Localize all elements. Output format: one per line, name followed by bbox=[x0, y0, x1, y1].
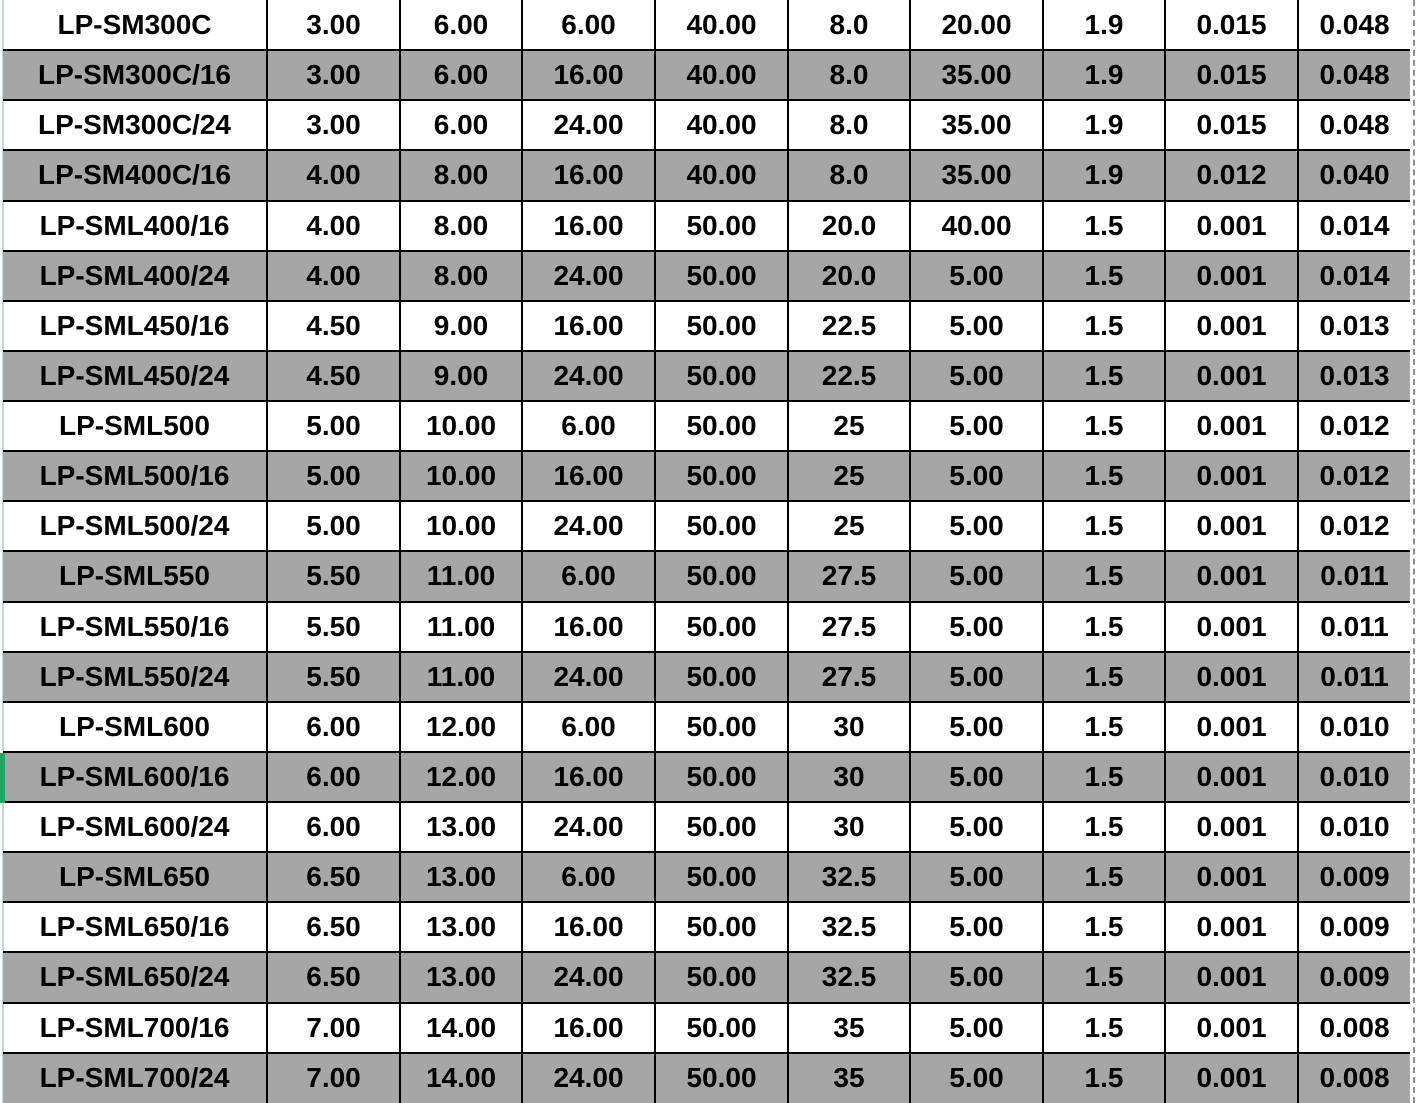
active-row-marker bbox=[0, 753, 5, 803]
value-cell[interactable]: 50.00 bbox=[655, 451, 788, 501]
value-cell[interactable]: 0.001 bbox=[1165, 251, 1298, 301]
table-row bbox=[3, 702, 1410, 752]
value-cell[interactable]: 16.00 bbox=[522, 301, 655, 351]
value-cell[interactable]: 1.5 bbox=[1043, 1003, 1165, 1053]
value-cell[interactable]: 24.00 bbox=[522, 251, 655, 301]
value-cell[interactable]: 40.00 bbox=[655, 100, 788, 150]
table-row bbox=[3, 351, 1410, 401]
value-cell[interactable]: 1.5 bbox=[1043, 652, 1165, 702]
value-cell[interactable]: 35 bbox=[788, 1053, 910, 1103]
value-cell[interactable]: 16.00 bbox=[522, 50, 655, 100]
model-cell[interactable]: LP-SML700/24 bbox=[3, 1053, 267, 1103]
value-cell[interactable]: 8.0 bbox=[788, 50, 910, 100]
value-cell[interactable]: 6.00 bbox=[400, 50, 522, 100]
page-break-vertical-line bbox=[1413, 0, 1415, 1103]
value-cell[interactable]: 5.00 bbox=[910, 652, 1043, 702]
value-cell[interactable]: 20.00 bbox=[910, 0, 1043, 50]
value-cell[interactable]: 7.00 bbox=[267, 1053, 400, 1103]
value-cell[interactable]: 12.00 bbox=[400, 752, 522, 802]
value-cell[interactable]: 0.040 bbox=[1298, 150, 1410, 200]
value-cell[interactable]: 5.00 bbox=[910, 301, 1043, 351]
table-body bbox=[3, 0, 1410, 1103]
table-row bbox=[3, 301, 1410, 351]
table-row bbox=[3, 802, 1410, 852]
value-cell[interactable]: 10.00 bbox=[400, 501, 522, 551]
value-cell[interactable]: 5.50 bbox=[267, 551, 400, 601]
value-cell[interactable]: 1.9 bbox=[1043, 0, 1165, 50]
value-cell[interactable]: 0.015 bbox=[1165, 100, 1298, 150]
value-cell[interactable]: 1.5 bbox=[1043, 702, 1165, 752]
value-cell[interactable]: 22.5 bbox=[788, 351, 910, 401]
model-cell[interactable]: LP-SML500/24 bbox=[3, 501, 267, 551]
value-cell[interactable]: 14.00 bbox=[400, 1003, 522, 1053]
value-cell[interactable]: 0.012 bbox=[1298, 401, 1410, 451]
value-cell[interactable]: 50.00 bbox=[655, 201, 788, 251]
value-cell[interactable]: 5.00 bbox=[910, 602, 1043, 652]
value-cell[interactable]: 1.5 bbox=[1043, 451, 1165, 501]
model-cell[interactable]: LP-SML450/24 bbox=[3, 351, 267, 401]
model-cell[interactable]: LP-SM400C/16 bbox=[3, 150, 267, 200]
value-cell[interactable]: 0.012 bbox=[1298, 501, 1410, 551]
value-cell[interactable]: 50.00 bbox=[655, 351, 788, 401]
value-cell[interactable]: 6.00 bbox=[267, 702, 400, 752]
table-row bbox=[3, 50, 1410, 100]
value-cell[interactable]: 50.00 bbox=[655, 401, 788, 451]
value-cell[interactable]: 5.00 bbox=[910, 752, 1043, 802]
value-cell[interactable]: 6.50 bbox=[267, 902, 400, 952]
value-cell[interactable]: 1.5 bbox=[1043, 902, 1165, 952]
value-cell[interactable]: 1.5 bbox=[1043, 802, 1165, 852]
value-cell[interactable]: 9.00 bbox=[400, 301, 522, 351]
value-cell[interactable]: 10.00 bbox=[400, 451, 522, 501]
value-cell[interactable]: 10.00 bbox=[400, 401, 522, 451]
value-cell[interactable]: 1.5 bbox=[1043, 351, 1165, 401]
value-cell[interactable]: 1.9 bbox=[1043, 100, 1165, 150]
value-cell[interactable]: 6.00 bbox=[267, 802, 400, 852]
value-cell[interactable]: 35 bbox=[788, 1003, 910, 1053]
value-cell[interactable]: 0.015 bbox=[1165, 50, 1298, 100]
value-cell[interactable]: 50.00 bbox=[655, 251, 788, 301]
model-cell[interactable]: LP-SML500/16 bbox=[3, 451, 267, 501]
table-row bbox=[3, 602, 1410, 652]
value-cell[interactable]: 0.012 bbox=[1165, 150, 1298, 200]
value-cell[interactable]: 6.50 bbox=[267, 952, 400, 1002]
value-cell[interactable]: 13.00 bbox=[400, 952, 522, 1002]
value-cell[interactable]: 8.00 bbox=[400, 150, 522, 200]
value-cell[interactable]: 50.00 bbox=[655, 1003, 788, 1053]
value-cell[interactable]: 50.00 bbox=[655, 802, 788, 852]
value-cell[interactable]: 25 bbox=[788, 501, 910, 551]
value-cell[interactable]: 32.5 bbox=[788, 852, 910, 902]
value-cell[interactable]: 0.013 bbox=[1298, 301, 1410, 351]
value-cell[interactable]: 4.50 bbox=[267, 351, 400, 401]
value-cell[interactable]: 1.5 bbox=[1043, 301, 1165, 351]
value-cell[interactable]: 0.012 bbox=[1298, 451, 1410, 501]
value-cell[interactable]: 0.001 bbox=[1165, 201, 1298, 251]
value-cell[interactable]: 1.5 bbox=[1043, 952, 1165, 1002]
model-cell[interactable]: LP-SM300C/24 bbox=[3, 100, 267, 150]
value-cell[interactable]: 22.5 bbox=[788, 301, 910, 351]
value-cell[interactable]: 0.001 bbox=[1165, 752, 1298, 802]
value-cell[interactable]: 1.9 bbox=[1043, 150, 1165, 200]
value-cell[interactable]: 4.00 bbox=[267, 251, 400, 301]
value-cell[interactable]: 7.00 bbox=[267, 1003, 400, 1053]
value-cell[interactable]: 13.00 bbox=[400, 852, 522, 902]
value-cell[interactable]: 5.00 bbox=[910, 852, 1043, 902]
table-row bbox=[3, 1053, 1410, 1103]
value-cell[interactable]: 5.00 bbox=[267, 501, 400, 551]
value-cell[interactable]: 1.5 bbox=[1043, 251, 1165, 301]
value-cell[interactable]: 50.00 bbox=[655, 301, 788, 351]
value-cell[interactable]: 8.0 bbox=[788, 0, 910, 50]
value-cell[interactable]: 50.00 bbox=[655, 652, 788, 702]
value-cell[interactable]: 1.5 bbox=[1043, 602, 1165, 652]
value-cell[interactable]: 0.008 bbox=[1298, 1053, 1410, 1103]
value-cell[interactable]: 14.00 bbox=[400, 1053, 522, 1103]
value-cell[interactable]: 1.9 bbox=[1043, 50, 1165, 100]
value-cell[interactable]: 25 bbox=[788, 401, 910, 451]
value-cell[interactable]: 6.00 bbox=[522, 702, 655, 752]
value-cell[interactable]: 5.00 bbox=[910, 802, 1043, 852]
value-cell[interactable]: 35.00 bbox=[910, 100, 1043, 150]
value-cell[interactable]: 0.014 bbox=[1298, 251, 1410, 301]
value-cell[interactable]: 1.5 bbox=[1043, 1053, 1165, 1103]
value-cell[interactable]: 24.00 bbox=[522, 652, 655, 702]
value-cell[interactable]: 35.00 bbox=[910, 50, 1043, 100]
value-cell[interactable]: 8.0 bbox=[788, 150, 910, 200]
value-cell[interactable]: 1.5 bbox=[1043, 752, 1165, 802]
value-cell[interactable]: 0.001 bbox=[1165, 501, 1298, 551]
value-cell[interactable]: 5.00 bbox=[910, 351, 1043, 401]
value-cell[interactable]: 50.00 bbox=[655, 752, 788, 802]
value-cell[interactable]: 4.50 bbox=[267, 301, 400, 351]
value-cell[interactable]: 40.00 bbox=[655, 0, 788, 50]
value-cell[interactable]: 16.00 bbox=[522, 752, 655, 802]
value-cell[interactable]: 6.00 bbox=[522, 401, 655, 451]
value-cell[interactable]: 0.001 bbox=[1165, 301, 1298, 351]
value-cell[interactable]: 24.00 bbox=[522, 351, 655, 401]
table-row bbox=[3, 1003, 1410, 1053]
value-cell[interactable]: 0.001 bbox=[1165, 451, 1298, 501]
value-cell[interactable]: 1.5 bbox=[1043, 852, 1165, 902]
value-cell[interactable]: 0.048 bbox=[1298, 0, 1410, 50]
value-cell[interactable]: 4.00 bbox=[267, 201, 400, 251]
value-cell[interactable]: 27.5 bbox=[788, 551, 910, 601]
value-cell[interactable]: 5.00 bbox=[910, 501, 1043, 551]
value-cell[interactable]: 20.0 bbox=[788, 201, 910, 251]
value-cell[interactable]: 50.00 bbox=[655, 952, 788, 1002]
value-cell[interactable]: 27.5 bbox=[788, 602, 910, 652]
value-cell[interactable]: 4.00 bbox=[267, 150, 400, 200]
table-row bbox=[3, 902, 1410, 952]
value-cell[interactable]: 5.00 bbox=[910, 1003, 1043, 1053]
value-cell[interactable]: 40.00 bbox=[655, 150, 788, 200]
value-cell[interactable]: 24.00 bbox=[522, 1053, 655, 1103]
value-cell[interactable]: 0.008 bbox=[1298, 1003, 1410, 1053]
value-cell[interactable]: 35.00 bbox=[910, 150, 1043, 200]
value-cell[interactable]: 30 bbox=[788, 702, 910, 752]
table-row bbox=[3, 401, 1410, 451]
model-cell[interactable]: LP-SML450/16 bbox=[3, 301, 267, 351]
table-row bbox=[3, 100, 1410, 150]
model-cell[interactable]: LP-SML600 bbox=[3, 702, 267, 752]
value-cell[interactable]: 16.00 bbox=[522, 201, 655, 251]
model-cell[interactable]: LP-SML600/16 bbox=[3, 752, 267, 802]
table-row bbox=[3, 150, 1410, 200]
value-cell[interactable]: 6.00 bbox=[522, 852, 655, 902]
value-cell[interactable]: 6.00 bbox=[400, 0, 522, 50]
value-cell[interactable]: 50.00 bbox=[655, 1053, 788, 1103]
value-cell[interactable]: 6.00 bbox=[522, 551, 655, 601]
value-cell[interactable]: 0.001 bbox=[1165, 551, 1298, 601]
value-cell[interactable]: 5.00 bbox=[910, 251, 1043, 301]
value-cell[interactable]: 0.048 bbox=[1298, 50, 1410, 100]
table-row bbox=[3, 852, 1410, 902]
value-cell[interactable]: 8.00 bbox=[400, 251, 522, 301]
model-cell[interactable]: LP-SM300C bbox=[3, 0, 267, 50]
value-cell[interactable]: 13.00 bbox=[400, 902, 522, 952]
value-cell[interactable]: 24.00 bbox=[522, 100, 655, 150]
value-cell[interactable]: 0.011 bbox=[1298, 551, 1410, 601]
value-cell[interactable]: 32.5 bbox=[788, 952, 910, 1002]
value-cell[interactable]: 0.015 bbox=[1165, 0, 1298, 50]
model-cell[interactable]: LP-SML600/24 bbox=[3, 802, 267, 852]
value-cell[interactable]: 3.00 bbox=[267, 50, 400, 100]
value-cell[interactable]: 16.00 bbox=[522, 1003, 655, 1053]
value-cell[interactable]: 0.001 bbox=[1165, 902, 1298, 952]
value-cell[interactable]: 50.00 bbox=[655, 852, 788, 902]
value-cell[interactable]: 5.00 bbox=[910, 551, 1043, 601]
value-cell[interactable]: 25 bbox=[788, 451, 910, 501]
value-cell[interactable]: 0.001 bbox=[1165, 852, 1298, 902]
table-row bbox=[3, 451, 1410, 501]
value-cell[interactable]: 3.00 bbox=[267, 0, 400, 50]
value-cell[interactable]: 0.001 bbox=[1165, 602, 1298, 652]
value-cell[interactable]: 0.001 bbox=[1165, 702, 1298, 752]
value-cell[interactable]: 0.001 bbox=[1165, 952, 1298, 1002]
value-cell[interactable]: 3.00 bbox=[267, 100, 400, 150]
value-cell[interactable]: 50.00 bbox=[655, 702, 788, 752]
value-cell[interactable]: 40.00 bbox=[910, 201, 1043, 251]
model-cell[interactable]: LP-SML400/16 bbox=[3, 201, 267, 251]
table-row bbox=[3, 652, 1410, 702]
value-cell[interactable]: 11.00 bbox=[400, 652, 522, 702]
value-cell[interactable]: 6.00 bbox=[400, 100, 522, 150]
value-cell[interactable]: 0.048 bbox=[1298, 100, 1410, 150]
value-cell[interactable]: 0.001 bbox=[1165, 401, 1298, 451]
value-cell[interactable]: 50.00 bbox=[655, 602, 788, 652]
value-cell[interactable]: 16.00 bbox=[522, 902, 655, 952]
value-cell[interactable]: 0.013 bbox=[1298, 351, 1410, 401]
value-cell[interactable]: 30 bbox=[788, 752, 910, 802]
value-cell[interactable]: 16.00 bbox=[522, 150, 655, 200]
value-cell[interactable]: 11.00 bbox=[400, 602, 522, 652]
value-cell[interactable]: 0.001 bbox=[1165, 1003, 1298, 1053]
model-cell[interactable]: LP-SML550/16 bbox=[3, 602, 267, 652]
value-cell[interactable]: 12.00 bbox=[400, 702, 522, 752]
model-cell[interactable]: LP-SML550 bbox=[3, 551, 267, 601]
value-cell[interactable]: 5.00 bbox=[267, 451, 400, 501]
model-cell[interactable]: LP-SML650/24 bbox=[3, 952, 267, 1002]
table-row bbox=[3, 201, 1410, 251]
value-cell[interactable]: 27.5 bbox=[788, 652, 910, 702]
value-cell[interactable]: 0.010 bbox=[1298, 802, 1410, 852]
value-cell[interactable]: 13.00 bbox=[400, 802, 522, 852]
value-cell[interactable]: 8.00 bbox=[400, 201, 522, 251]
model-cell[interactable]: LP-SML500 bbox=[3, 401, 267, 451]
value-cell[interactable]: 24.00 bbox=[522, 501, 655, 551]
value-cell[interactable]: 6.00 bbox=[522, 0, 655, 50]
value-cell[interactable]: 40.00 bbox=[655, 50, 788, 100]
value-cell[interactable]: 16.00 bbox=[522, 451, 655, 501]
table-row bbox=[3, 0, 1410, 50]
value-cell[interactable]: 1.5 bbox=[1043, 201, 1165, 251]
value-cell[interactable]: 6.50 bbox=[267, 852, 400, 902]
value-cell[interactable]: 0.009 bbox=[1298, 852, 1410, 902]
value-cell[interactable]: 5.50 bbox=[267, 652, 400, 702]
value-cell[interactable]: 11.00 bbox=[400, 551, 522, 601]
value-cell[interactable]: 5.00 bbox=[910, 1053, 1043, 1103]
value-cell[interactable]: 0.009 bbox=[1298, 952, 1410, 1002]
value-cell[interactable]: 0.010 bbox=[1298, 702, 1410, 752]
value-cell[interactable]: 6.00 bbox=[267, 752, 400, 802]
model-cell[interactable]: LP-SML550/24 bbox=[3, 652, 267, 702]
value-cell[interactable]: 1.5 bbox=[1043, 501, 1165, 551]
table-row bbox=[3, 501, 1410, 551]
value-cell[interactable]: 5.50 bbox=[267, 602, 400, 652]
value-cell[interactable]: 1.5 bbox=[1043, 551, 1165, 601]
value-cell[interactable]: 0.001 bbox=[1165, 351, 1298, 401]
value-cell[interactable]: 5.00 bbox=[910, 902, 1043, 952]
value-cell[interactable]: 8.0 bbox=[788, 100, 910, 150]
value-cell[interactable]: 5.00 bbox=[910, 702, 1043, 752]
model-cell[interactable]: LP-SML700/16 bbox=[3, 1003, 267, 1053]
data-table bbox=[3, 0, 1410, 1103]
value-cell[interactable]: 0.014 bbox=[1298, 201, 1410, 251]
value-cell[interactable]: 16.00 bbox=[522, 602, 655, 652]
value-cell[interactable]: 20.0 bbox=[788, 251, 910, 301]
value-cell[interactable]: 0.001 bbox=[1165, 652, 1298, 702]
value-cell[interactable]: 5.00 bbox=[910, 952, 1043, 1002]
model-cell[interactable]: LP-SML400/24 bbox=[3, 251, 267, 301]
value-cell[interactable]: 32.5 bbox=[788, 902, 910, 952]
value-cell[interactable]: 5.00 bbox=[267, 401, 400, 451]
model-cell[interactable]: LP-SM300C/16 bbox=[3, 50, 267, 100]
value-cell[interactable]: 0.001 bbox=[1165, 1053, 1298, 1103]
value-cell[interactable]: 9.00 bbox=[400, 351, 522, 401]
value-cell[interactable]: 5.00 bbox=[910, 401, 1043, 451]
value-cell[interactable]: 0.001 bbox=[1165, 802, 1298, 852]
table-row bbox=[3, 551, 1410, 601]
table-row bbox=[3, 952, 1410, 1002]
value-cell[interactable]: 0.011 bbox=[1298, 602, 1410, 652]
value-cell[interactable]: 1.5 bbox=[1043, 401, 1165, 451]
value-cell[interactable]: 50.00 bbox=[655, 902, 788, 952]
value-cell[interactable]: 50.00 bbox=[655, 501, 788, 551]
table-row bbox=[3, 251, 1410, 301]
value-cell[interactable]: 30 bbox=[788, 802, 910, 852]
value-cell[interactable]: 24.00 bbox=[522, 802, 655, 852]
value-cell[interactable]: 24.00 bbox=[522, 952, 655, 1002]
value-cell[interactable]: 5.00 bbox=[910, 451, 1043, 501]
model-cell[interactable]: LP-SML650/16 bbox=[3, 902, 267, 952]
value-cell[interactable]: 0.011 bbox=[1298, 652, 1410, 702]
table-row bbox=[3, 752, 1410, 802]
value-cell[interactable]: 50.00 bbox=[655, 551, 788, 601]
value-cell[interactable]: 0.009 bbox=[1298, 902, 1410, 952]
model-cell[interactable]: LP-SML650 bbox=[3, 852, 267, 902]
value-cell[interactable]: 0.010 bbox=[1298, 752, 1410, 802]
